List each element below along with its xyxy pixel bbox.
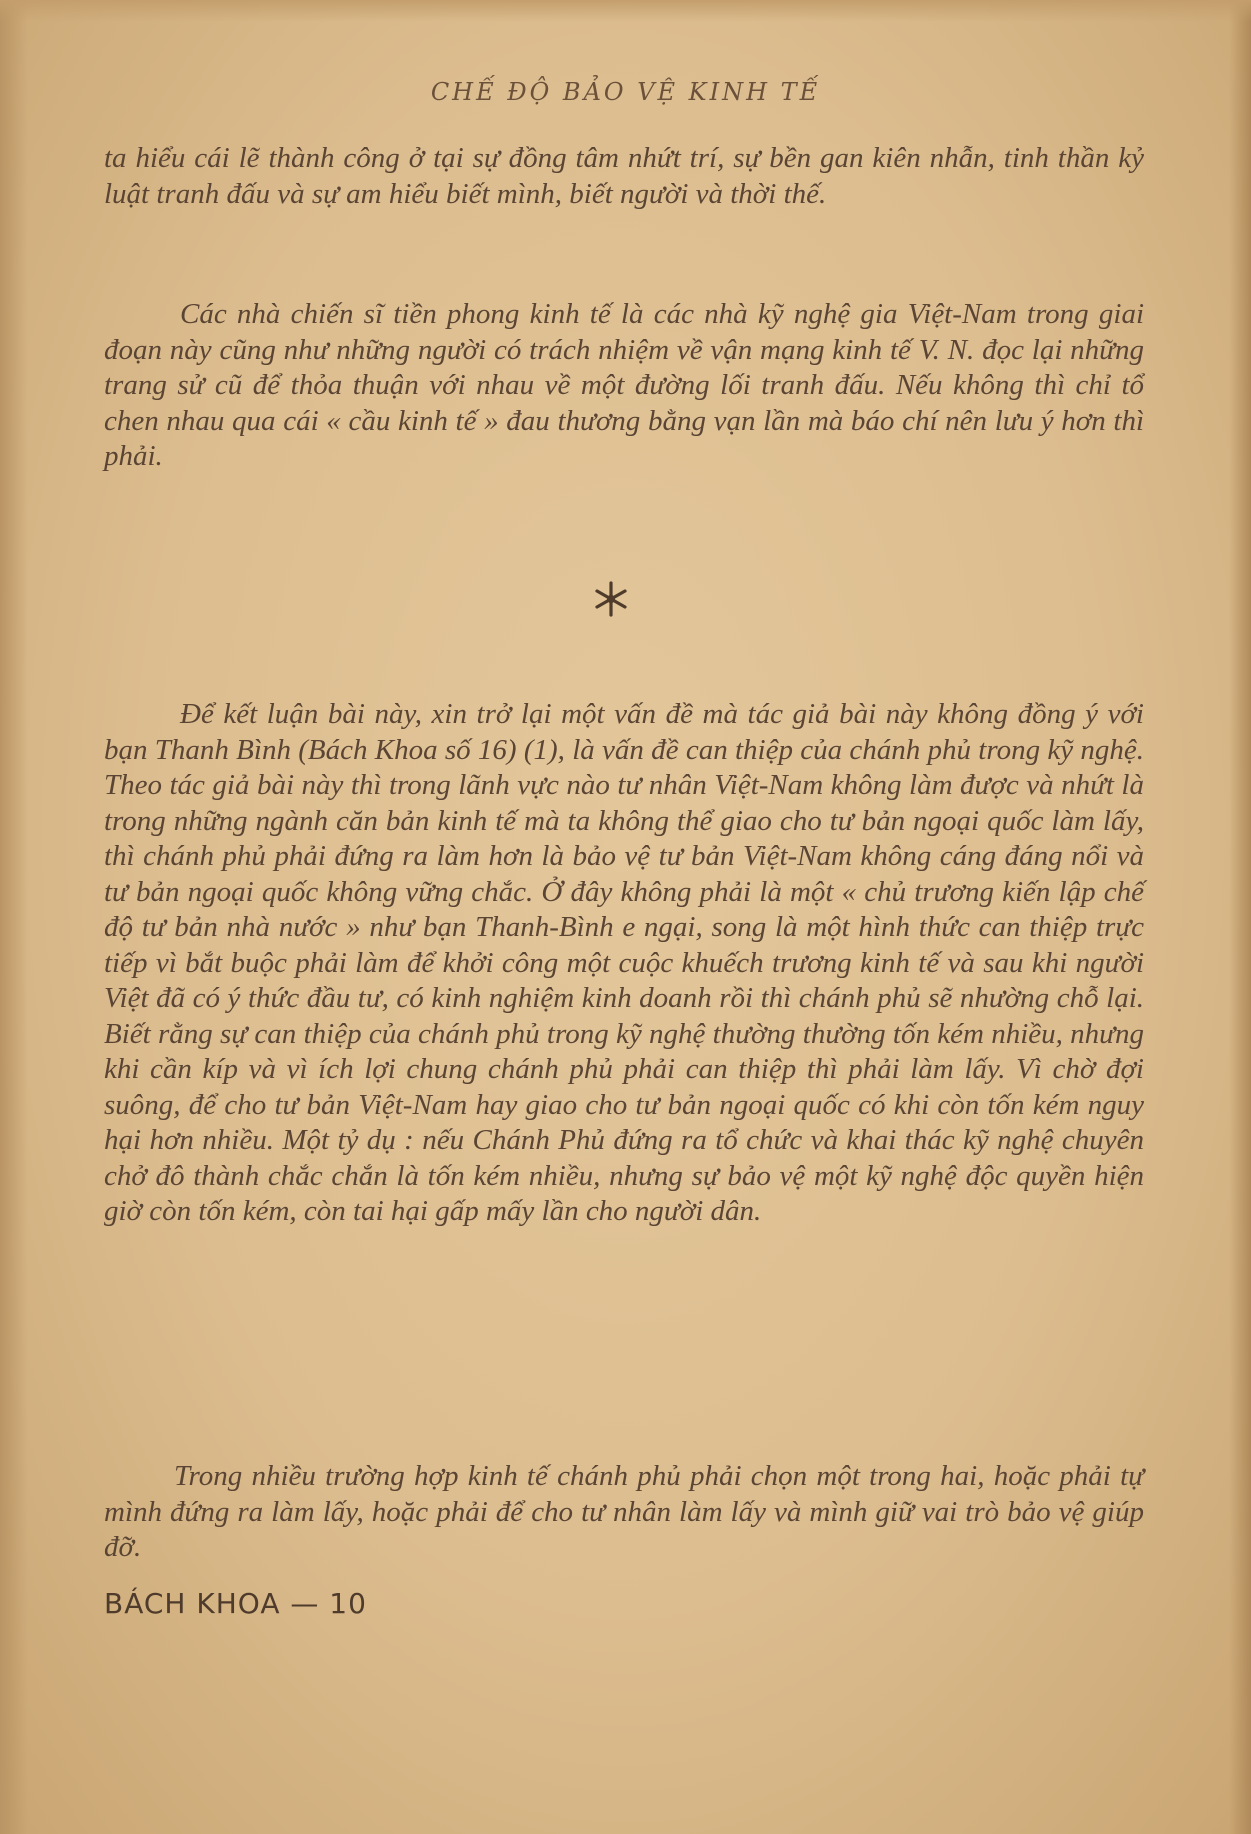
paragraph-1: ta hiểu cái lẽ thành công ở tại sự đồng tâm nhứt trí, sự bền gan kiên nhẫn, tinh thần kỷ luật tranh đấu và sự am hiểu biết mình, biết người và thời thế.: [104, 142, 1144, 210]
paragraph-4: Trong nhiều trường hợp kinh tế chánh phủ phải chọn một trong hai, hoặc phải tự mình đứng ra làm lấy, hoặc phải để cho tư nhân làm lấy và mình giữ vai trò bảo vệ giúp đỡ.: [104, 1460, 1144, 1563]
paragraph-3: Để kết luận bài này, xin trở lại một vấn đề mà tác giả bài này không đồng ý với bạn Thanh Bình (Bách Khoa số 16) (1), là vấn đề can thiệp của chánh phủ trong kỹ nghệ. Theo tác giả bài này thì trong lãnh vực nào tư nhân Việt-Nam không làm được và nhứt là trong những ngành căn bản kinh tế mà ta không thể giao cho tư bản ngoại quốc làm lấy, thì chánh phủ phải đứng ra làm hơn là bảo vệ tư bản Việt-Nam không cáng đáng nổi và tư bản ngoại quốc không vững chắc. Ở đây không phải là một « chủ trương kiến lập chế độ tư bản nhà nước » như bạn Thanh-Bình e ngại, song là một hình thức can thiệp trực tiếp vì bắt buộc phải làm để khởi công một cuộc khuếch trương kinh tế và sau khi người Việt đã có ý thức đầu tư, có kinh nghiệm kinh doanh rồi thì chánh phủ sẽ nhường chỗ lại. Biết rằng sự can thiệp của chánh phủ trong kỹ nghệ thường thường tốn kém nhiều, nhưng khi cần kíp và vì ích lợi chung chánh phủ phải can thiệp thì phải làm lấy. Vì chờ đợi suông, để cho tư bản Việt-Nam hay giao cho tư bản ngoại quốc có khi còn tốn kém nguy hại hơn nhiều. Một tỷ dụ : nếu Chánh Phủ đứng ra tổ chức và khai thác kỹ nghệ chuyên chở đô thành chắc chắn là tốn kém nhiều, nhưng sự bảo vệ một kỹ nghệ độc quyền hiện giờ còn tốn kém, còn tai hại gấp mấy lần cho người dân.: [104, 698, 1144, 1227]
paragraph-2: Các nhà chiến sĩ tiền phong kinh tế là các nhà kỹ nghệ gia Việt-Nam trong giai đoạn này cũng như những người có trách nhiệm về vận mạng kinh tế V. N. đọc lại những trang sử cũ để thỏa thuận với nhau về một đường lối tranh đấu. Nếu không thì chỉ tổ chen nhau qua cái « cầu kinh tế » đau thương bằng vạn lần mà báo chí nên lưu ý hơn thì phải.: [104, 298, 1144, 472]
asterisk-star-icon: [590, 578, 632, 620]
running-head: CHẾ ĐỘ BẢO VỆ KINH TẾ: [430, 78, 821, 106]
page-edge-shadow-top: [0, 0, 1251, 22]
page-footer: BÁCH KHOA — 10: [104, 1587, 367, 1620]
page-edge-shadow-right: [1229, 0, 1251, 1834]
page-edge-shadow-left: [0, 0, 28, 1834]
